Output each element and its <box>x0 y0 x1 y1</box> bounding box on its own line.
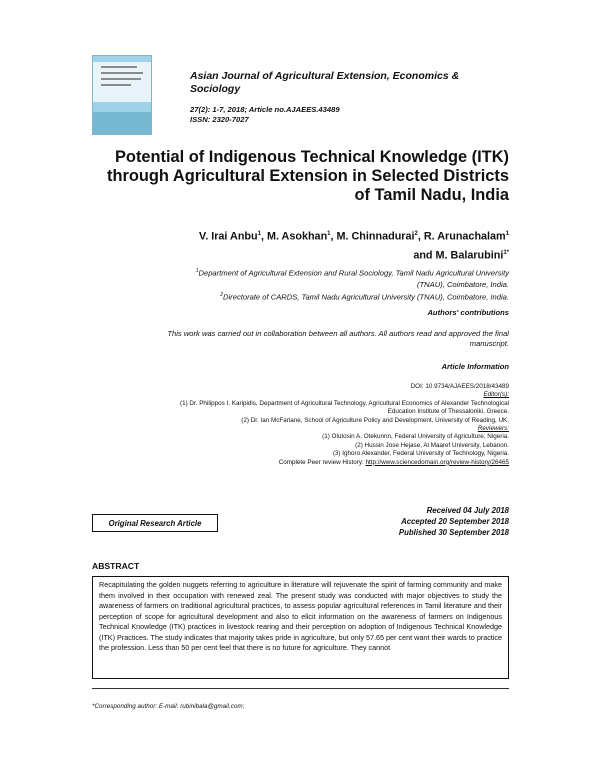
review-history-link[interactable]: http://www.sciencedomain.org/review-history/26465 <box>365 458 509 466</box>
affiliations: $^1$Department of Agricultural Extension and Rural Sociology, Tamil Nadu Agricultural University (TNAU), Coimbatore, India. $^2$Directorate of CARDS, Tamil Nadu Agricultural University (TNAU), Coimbatore, India. <box>195 268 509 302</box>
reviewers-label: Reviewers: <box>477 425 509 433</box>
contributions-text: This work was carried out in collaboration between all authors. All authors read and approved the final manuscript. <box>167 329 509 348</box>
author: M. Balarubini <box>435 249 504 262</box>
editors-label: Editor(s): <box>483 391 509 399</box>
publication-dates <box>399 505 509 538</box>
accepted-date: Accepted 20 September 2018 <box>401 517 509 526</box>
article-info: DOI: 10.9734/AJAEES/2018/43489 Editor(s): (1) Dr. Philippos I. Karipidis, Department of Agricultural Technology, Agricultural Economics of Alexander Technological Education Institute of Thessaloniki, Greece. (2) Dr. Ian McFarlane, School of Agriculture Policy and Development, University of Reading, UK. Reviewers: (1) Olutosin A. Otekunrin, Federal University of Agriculture, Nigeria. (2) Hussin Jose Hejase, Al Maaref University, Lebanon. (3) Ighoro Alexander, Federal University of Technology, Nigeria. Complete Peer review History: http://www.sciencedomain.org/review-history/26465 <box>59 383 509 467</box>
abstract-heading: ABSTRACT <box>92 561 140 571</box>
author: R. Arunachalam <box>423 230 506 243</box>
abstract-box <box>92 576 509 679</box>
article-type-badge: Original Research Article <box>92 514 218 532</box>
reviewer: (1) Olutosin A. Otekunrin, Federal University of Agriculture, Nigeria. <box>322 433 509 441</box>
cover-title-line <box>101 72 143 74</box>
author-list: V. Irai Anbu$^1$, M. Asokhan$^1$, M. Chinnadurai$^2$, R. Arunachalam$^1$ and M. Balarubini$^{1*}$ <box>199 230 509 262</box>
author: M. Asokhan <box>266 230 328 243</box>
title-line: of Tamil Nadu, India <box>354 186 509 204</box>
author: M. Chinnadurai <box>336 230 415 243</box>
author: V. Irai Anbu <box>199 230 258 243</box>
cover-title-band <box>93 62 151 102</box>
reviewer: (3) Ighoro Alexander, Federal University of Technology, Nigeria. <box>332 450 509 458</box>
cover-bottom-band <box>93 112 151 134</box>
received-date: Received 04 July 2018 <box>426 506 509 515</box>
issn: ISSN: 2320-7027 <box>190 115 249 124</box>
editor: (1) Dr. Philippos I. Karipidis, Department of Agricultural Technology, Agricultural Economics of Alexander Technological <box>179 399 509 407</box>
cover-title-line <box>101 84 131 86</box>
contributions-heading: Authors' contributions <box>427 308 509 317</box>
cover-title-line <box>101 66 137 68</box>
title-line: Potential of Indigenous Technical Knowledge (ITK) <box>115 148 509 166</box>
corresponding-author-footnote: *Corresponding author: E-mail: rubinibala@gmail.com; <box>92 703 245 710</box>
abstract-text: Recapitulating the golden nuggets referring to agriculture in literature will rejuvenate the spirit of farming community and make them involved in their occupation with renewed zeal. The present study was conducted with major objectives to study the awareness of farmers on traditional agricultural practices, to assess popular agricultural references in Tamil literature and their perception of scope for agricultural development and also to elicit information on the awareness of farmers on Indigenous Technical Knowledge (ITK) practices in livestock rearing and their perception on adoption of Indigenous Technical Knowledge (ITK) Practices. The study indicates that majority takes pride in agriculture, but only 57.65 per cent want their wards to practice the profession. Less than 50 per cent feel that there is no future for agriculture. They cannot <box>99 580 502 652</box>
cover-title-line <box>101 78 141 80</box>
editor: (2) Dr. Ian McFarlane, School of Agriculture Policy and Development, University of Reading, UK. <box>241 416 509 424</box>
reviewer: (2) Hussin Jose Hejase, Al Maaref University, Lebanon. <box>355 441 509 449</box>
doi: DOI: 10.9734/AJAEES/2018/43489 <box>410 383 509 390</box>
journal-citation: 27(2): 1-7, 2018; Article no.AJAEES.43489 ISSN: 2320-7027 <box>190 105 340 124</box>
published-date: Published 30 September 2018 <box>398 528 509 537</box>
paper-title <box>89 148 509 205</box>
footnote-divider <box>92 688 509 689</box>
article-info-heading: Article Information <box>441 362 509 371</box>
journal-cover-image <box>92 55 152 135</box>
title-line: through Agricultural Extension in Selected Districts <box>107 167 509 185</box>
journal-name: Asian Journal of Agricultural Extension, Economics & Sociology <box>190 70 460 95</box>
